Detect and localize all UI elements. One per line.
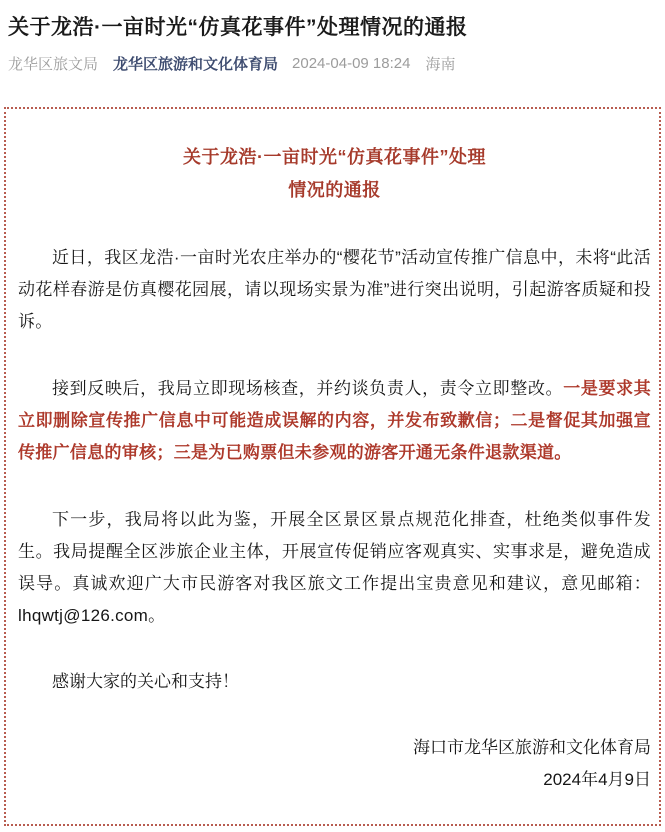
- thanks-line: 感谢大家的关心和支持！: [52, 672, 239, 691]
- paragraph-2-emphasis: 一是要求其立即删除宣传推广信息中可能造成误解的内容，并发布致歉信；二是督促其加强宣传推广信息的审核；三是为已购票但未参观的游客开通无条件退款渠道。: [18, 379, 651, 462]
- body-paragraph-3: 下一步，我局将以此为鉴，开展全区景区景点规范化排查，杜绝类似事件发生。我局提醒全区涉旅企业主体，开展宣传促销应客观真实、实事求是，避免造成误导。真诚欢迎广大市民游客对我区旅文工作提出宝贵意见和建议，意见邮箱：lhqwtj@126.com。: [18, 510, 651, 625]
- publish-timestamp: 2024-04-09 18:24: [292, 55, 411, 72]
- notice-heading-line2: 情况的通报: [288, 180, 381, 200]
- date-line: 2024年4月9日: [543, 770, 651, 789]
- body-paragraph-1: 近日，我区龙浩·一亩时光农庄举办的“樱花节”活动宣传推广信息中，未将“此活动花样春游是仿真樱花园展，请以现场实景为准”进行突出说明，引起游客质疑和投诉。: [18, 248, 651, 331]
- body-paragraph-2: [18, 373, 651, 469]
- source-tag: 龙华区旅文局: [8, 56, 99, 73]
- page-title: 关于龙浩·一亩时光“仿真花事件”处理情况的通报: [8, 16, 468, 39]
- article-meta-row: [8, 53, 657, 74]
- notice-heading: [18, 141, 651, 207]
- signature-line: 海口市龙华区旅游和文化体育局: [413, 738, 651, 757]
- signature-block: [18, 732, 651, 796]
- location-tag: 海南: [425, 56, 456, 73]
- notice-heading-line1: 关于龙浩·一亩时光“仿真花事件”处理: [183, 147, 486, 167]
- notice-box: [4, 107, 661, 826]
- paragraph-2-intro: 接到反映后，我局立即现场核查，并约谈负责人，责令立即整改。: [52, 379, 564, 398]
- publisher-link[interactable]: 龙华区旅游和文化体育局: [113, 56, 279, 73]
